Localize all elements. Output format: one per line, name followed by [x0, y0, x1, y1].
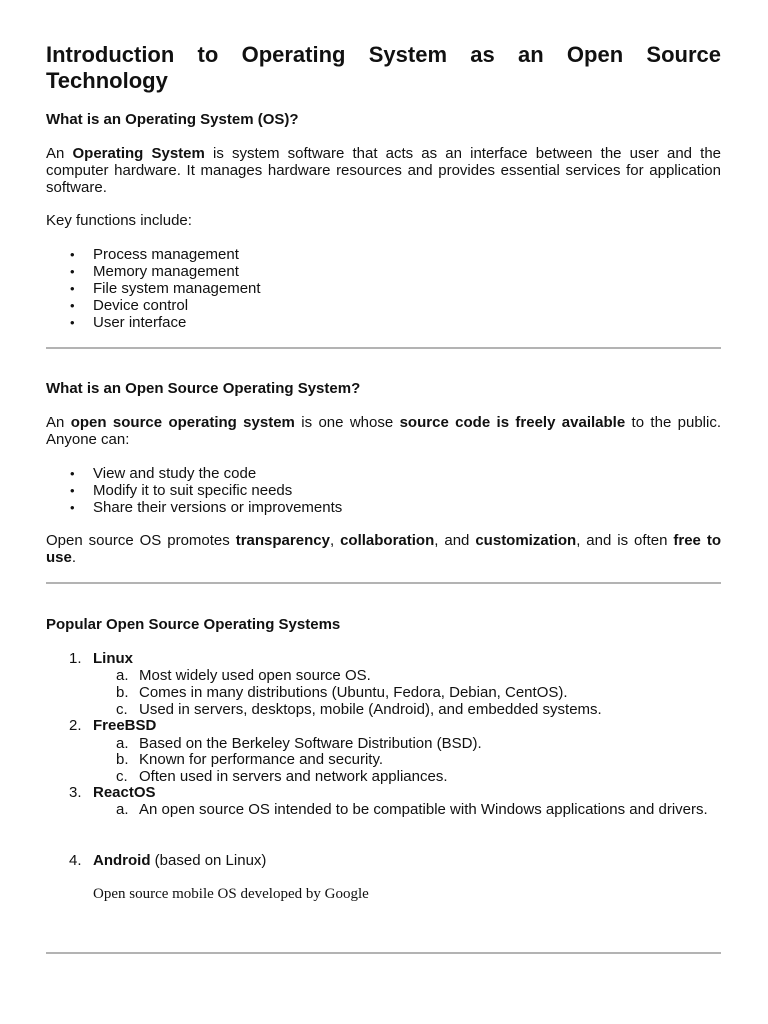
bold-term: free to use [46, 532, 721, 566]
sub-letter: a. [116, 735, 129, 752]
text-run: is one whose [294, 414, 400, 431]
list-item: • Device control [93, 297, 261, 314]
bold-term: Operating System [72, 145, 205, 162]
sub-text: Comes in many distributions (Ubuntu, Fedora, Debian, CentOS). [139, 684, 568, 701]
key-functions-list [46, 246, 261, 331]
list-item: • Modify it to suit specific needs [93, 482, 342, 499]
bold-term: customization [475, 532, 577, 549]
item-number: 1. [69, 650, 82, 667]
text-run: . [71, 549, 77, 566]
sub-text: An open source OS intended to be compatible with Windows applications and drivers. [139, 801, 708, 818]
bold-term: open source operating system [70, 414, 295, 431]
text-run: , and [434, 532, 476, 549]
text-run: , and is often [576, 532, 674, 549]
os-name-suffix: (based on Linux) [150, 852, 267, 869]
bold-term: transparency [235, 532, 330, 549]
os-name-line [93, 852, 266, 869]
open-source-benefits-paragraph [46, 532, 721, 566]
item-number: 4. [69, 852, 82, 869]
sub-text: Often used in servers and network appliances. [139, 768, 448, 785]
open-source-definition-paragraph [46, 414, 721, 448]
horizontal-divider [46, 952, 721, 954]
bold-term: source code is freely available [399, 414, 626, 431]
list-item: • Memory management [93, 263, 261, 280]
key-functions-intro: Key functions include: [46, 212, 192, 229]
sub-text: Known for performance and security. [139, 751, 384, 768]
sub-text: Most widely used open source OS. [139, 667, 371, 684]
bold-term: collaboration [340, 532, 435, 549]
horizontal-divider [46, 582, 721, 584]
os-name: Linux [93, 650, 133, 667]
section-heading-os: What is an Operating System (OS)? [46, 111, 299, 128]
list-item: • User interface [93, 314, 261, 331]
text-run: is system software that acts as an interface between the user and the computer hardware. It manages hardware resources and provides essential services for application software. [46, 145, 722, 196]
sub-letter: a. [116, 801, 129, 818]
sub-letter: b. [116, 684, 129, 701]
sub-text: Used in servers, desktops, mobile (Android), and embedded systems. [139, 701, 602, 718]
android-note: Open source mobile OS developed by Google [93, 886, 369, 902]
text-run: Open source OS promotes [46, 532, 236, 549]
list-item: • View and study the code [93, 465, 342, 482]
sub-letter: c. [116, 768, 128, 785]
text-run: , [329, 532, 341, 549]
os-definition-paragraph [46, 145, 721, 196]
sub-letter: b. [116, 751, 129, 768]
abilities-list [46, 465, 342, 516]
text-run: An [46, 414, 71, 431]
os-name: FreeBSD [93, 717, 157, 734]
os-name: ReactOS [93, 784, 156, 801]
item-number: 2. [69, 717, 82, 734]
list-item: • File system management [93, 280, 261, 297]
item-number: 3. [69, 784, 82, 801]
text-run: An [46, 145, 73, 162]
section-heading-popular-os: Popular Open Source Operating Systems [46, 616, 341, 633]
document-title: Introduction to Operating System as an Open Source Technology [46, 42, 721, 93]
section-heading-open-source-os: What is an Open Source Operating System? [46, 380, 361, 397]
sub-text: Based on the Berkeley Software Distribution (BSD). [139, 735, 482, 752]
list-item: • Process management [93, 246, 261, 263]
sub-letter: a. [116, 667, 129, 684]
os-name: Android [93, 852, 151, 869]
horizontal-divider [46, 347, 721, 349]
text-run: to the public. Anyone can: [46, 414, 722, 448]
sub-letter: c. [116, 701, 128, 718]
list-item: • Share their versions or improvements [93, 499, 342, 516]
